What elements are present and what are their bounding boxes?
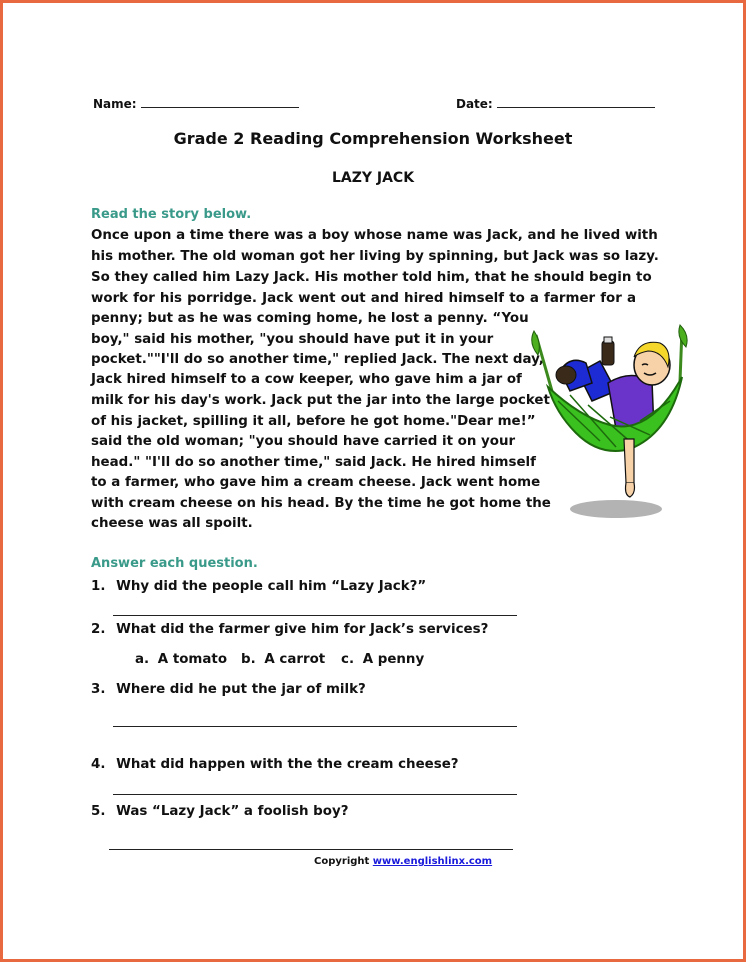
question-text: What did the farmer give him for Jack’s services?	[116, 622, 489, 637]
answer-line-1[interactable]	[113, 615, 517, 616]
choice-text: A tomato	[157, 652, 228, 667]
story-line: said the old woman; "you should have carried it on your	[91, 434, 516, 449]
choice-letter: a.	[135, 652, 150, 667]
story-line: to a farmer, who gave him a cream cheese. Jack went home	[91, 475, 541, 490]
question-number: 1.	[91, 579, 106, 594]
question-text: Why did the people call him “Lazy Jack?”	[116, 579, 427, 594]
question-number: 4.	[91, 757, 106, 772]
copyright	[314, 856, 492, 867]
choice-text: A carrot	[264, 652, 326, 667]
choice-a[interactable]	[135, 652, 227, 667]
story-line: with cream cheese on his head. By the time he got home the	[91, 496, 551, 511]
copyright-label: Copyright	[314, 856, 370, 867]
story-line: Once upon a time there was a boy whose name was Jack, and he lived with	[91, 228, 658, 243]
lazy-jack-hammock-illustration	[530, 321, 690, 521]
choice-c[interactable]	[341, 652, 424, 667]
question-2	[91, 622, 488, 637]
choice-letter: b.	[241, 652, 256, 667]
date-blank	[497, 96, 655, 108]
story-line: work for his porridge. Jack went out and hired himself to a farmer for a	[91, 291, 636, 306]
question-text: What did happen with the the cream cheese?	[116, 757, 459, 772]
question-5	[91, 804, 348, 819]
question-4	[91, 757, 459, 772]
name-field	[93, 96, 299, 111]
story-line: Jack hired himself to a cow keeper, who gave him a jar of	[91, 372, 522, 387]
choice-b[interactable]	[241, 652, 325, 667]
question-number: 3.	[91, 682, 106, 697]
name-label: Name:	[93, 97, 137, 111]
story-line: milk for his day's work. Jack put the jar into the large pocket	[91, 393, 550, 408]
story-heading: Read the story below.	[91, 207, 252, 222]
story-line: So they called him Lazy Jack. His mother told him, that he should begin to	[91, 270, 652, 285]
answer-line-4[interactable]	[113, 794, 517, 795]
englishlinx-link[interactable]: www.englishlinx.com	[372, 856, 493, 867]
story-line: boy," said his mother, "you should have put it in your	[91, 332, 494, 347]
date-label: Date:	[456, 97, 493, 111]
question-number: 2.	[91, 622, 106, 637]
question-3	[91, 682, 366, 697]
story-line: of his jacket, spilling it all, before he got home."Dear me!”	[91, 414, 536, 429]
answer-line-5[interactable]	[109, 849, 513, 850]
choice-letter: c.	[341, 652, 355, 667]
answer-line-3[interactable]	[113, 726, 517, 727]
question-1	[91, 579, 426, 594]
story-line: head." "I'll do so another time," said Jack. He hired himself	[91, 455, 536, 470]
story-title: LAZY JACK	[331, 170, 415, 186]
story-line: pocket.""I'll do so another time," replied Jack. The next day,	[91, 352, 544, 367]
question-text: Where did he put the jar of milk?	[116, 682, 366, 697]
story-line: penny; but as he was coming home, he lost a penny. “You	[91, 311, 529, 326]
name-blank	[141, 96, 299, 108]
story-line: his mother. The old woman got her living by spinning, but Jack was so lazy.	[91, 249, 659, 264]
question-number: 5.	[91, 804, 106, 819]
story-line: cheese was all spoilt.	[91, 516, 253, 531]
date-field	[456, 96, 655, 111]
questions-heading: Answer each question.	[91, 556, 258, 571]
worksheet-title: Grade 2 Reading Comprehension Worksheet	[173, 129, 573, 148]
question-text: Was “Lazy Jack” a foolish boy?	[116, 804, 349, 819]
choice-text: A penny	[362, 652, 425, 667]
